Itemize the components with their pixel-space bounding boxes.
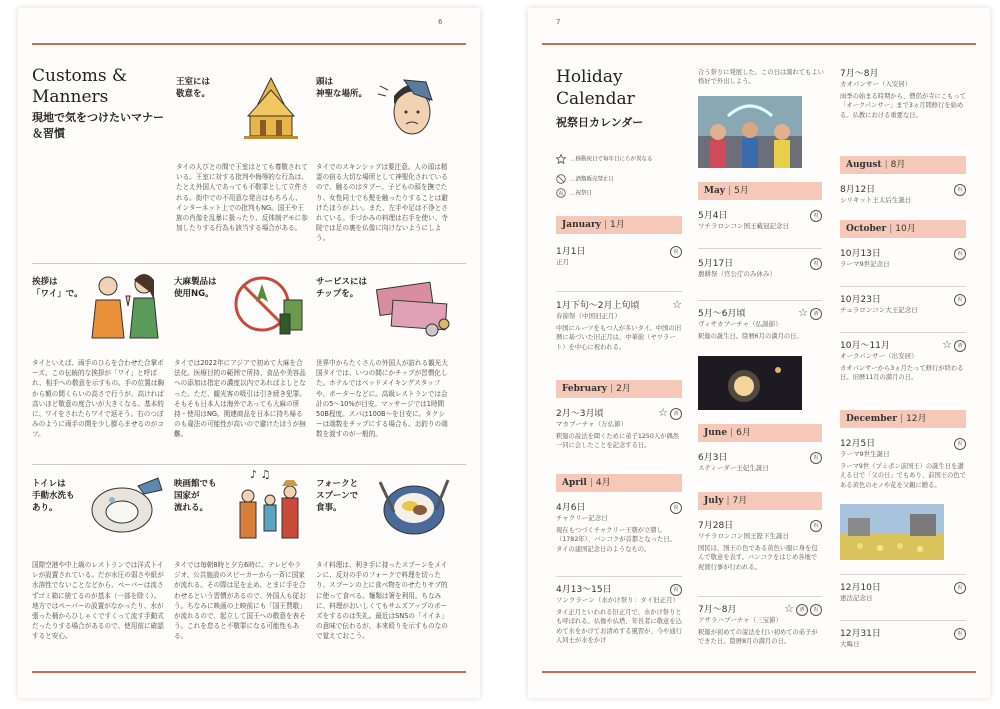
star-icon: ☆ — [658, 406, 668, 419]
star-icon: ☆ — [672, 298, 682, 311]
star-icon: ☆ — [784, 602, 794, 615]
month-bar-january: January | 1月 — [556, 216, 682, 234]
wai-greeting-illustration — [88, 270, 166, 342]
holiday-mark-icon: 祝 — [954, 248, 966, 260]
star-icon — [556, 154, 566, 164]
lantern-photo — [698, 356, 802, 410]
holiday-mark-icon: 祝 — [810, 520, 822, 532]
legend-item: …移動祝日で毎年日にちが異なる — [556, 154, 653, 164]
page-subtitle: 現地で気をつけたいマナー＆習慣 — [32, 111, 164, 140]
bottom-rule — [542, 671, 976, 673]
month-bar-july: July | 7月 — [698, 492, 822, 510]
page-number: 6 — [438, 18, 443, 26]
month-bar-december: December | 12月 — [840, 410, 966, 428]
entry-divider — [698, 596, 822, 597]
legend-item: 祝 …祝祭日 — [556, 188, 592, 198]
standing-people-illustration — [230, 466, 308, 544]
entry-divider — [556, 291, 682, 292]
holiday-entry: 7月28日 ワチラロンコン国王陛下生誕日 国民は、国王の色である黄色い服に身を包んで敬意を表す。バンコクをはじめ各地で祝賀行事が行われる。 祝 — [698, 520, 822, 572]
holiday-mark-icon: 祝 — [954, 294, 966, 306]
card-body: タイでは2022年にアジアで初めて大麻を合法化。医療目的の範囲で所持、食品や美容品への添加は指定の濃度以内であればよしとなった。ただ、観光客の吸引は引き続き犯罪。そもそも日本人は海外であっても大麻の所持・使用はNG。関連商品を日本に持ち帰るのも違法の可能性が高いので避けたほうが無難。 — [174, 359, 306, 439]
bottom-rule — [32, 671, 466, 673]
right-page — [528, 8, 990, 698]
holiday-entry: 7月〜8月 カオパンサー（入安居） 雨季の始まる時期から、僧侶が寺にこもって「オークパンサー」まで3ヵ月間修行を始める。仏教における重要な日。 — [840, 69, 966, 119]
entry-divider — [840, 286, 966, 287]
holiday-mark-icon: 祝 — [810, 452, 822, 464]
top-rule — [542, 43, 976, 45]
card-body: 世界中からたくさんの外国人が訪れる観光大国タイでは、いつの間にかチップが習慣化した。ホテルではベッドメイキングスタッフや、ポーターなどに。高級レストランでは会計の5〜10%が目安。マッサージでは1時間50B程度。スパは100B〜を目安に。タクシーは端数をチップにする場合も。お釣りの端数を渡すのが一般的。 — [316, 359, 448, 439]
card-heading: 大麻製品は 使用NG。 — [174, 277, 217, 299]
page-title: Customs & Manners — [32, 66, 128, 107]
month-bar-august: August | 8月 — [840, 156, 966, 174]
card-body: タイといえば、両手のひらを合わせた合掌ポーズ。この伝統的な挨拶が「ワイ」と呼ばれ、相手への敬意を示すもの。手の位置は胸から額の間くらいの高さで行うが、高ければ高いほど敬意の度合いが大きくなる。基本的に、ワイをされたらワイで返そう。右のつぼみのように両手の間を少し膨らませるのがコツ。 — [32, 359, 165, 439]
entry-divider — [840, 620, 966, 621]
card-body: タイでのスキンシップは要注意。人の頭は精霊の宿る大切な場所として神聖化されているので、触るのはタブー。子どもの頭を撫でたり、女性同士でも髪を触ったりすることは避けたほうがよい。また、左手や足は不浄とされている。手づかみの料理は右手を使い、寺院では足の裏を仏像に向けないようにしよう。 — [316, 163, 448, 243]
holiday-mark-icon: 祝 — [670, 246, 682, 258]
holiday-entry: 5月17日 農耕祭（官公庁のみ休み） 祝 — [698, 258, 822, 279]
holiday-entry: 1月1日 正月 祝 — [556, 246, 682, 267]
card-heading: 挨拶は 「ワイ」で。 — [32, 277, 83, 299]
svg-text:祝: 祝 — [558, 191, 564, 197]
month-bar-october: October | 10月 — [840, 220, 966, 238]
holiday-entry: 12月10日 憲法記念日 祝 — [840, 582, 966, 603]
entry-divider — [556, 576, 682, 577]
star-icon: ☆ — [798, 306, 808, 319]
entry-divider — [840, 332, 966, 333]
holiday-mark-icon: 祝 — [954, 628, 966, 640]
legend-item: …酒類販売禁止日 — [556, 174, 614, 184]
holiday-mark-icon: 祝 — [954, 582, 966, 594]
plate-food-illustration — [374, 472, 452, 542]
month-bar-may: May | 5月 — [698, 182, 822, 200]
holiday-mark-icon: 祝 — [810, 258, 822, 270]
no-alcohol-icon: 酒 — [954, 340, 966, 352]
card-heading: 頭は 神聖な場所。 — [316, 77, 368, 99]
holiday-mark-icon: 祝 — [954, 184, 966, 196]
head-touch-illustration — [374, 72, 448, 142]
holiday-entry: 10月13日 ラーマ9世記念日 祝 — [840, 248, 966, 269]
card-heading: 映画館でも 国家が 流れる。 — [174, 479, 217, 513]
month-bar-february: February | 2月 — [556, 380, 682, 398]
svg-text:♪ ♫: ♪ ♫ — [250, 468, 271, 481]
holiday-mark-icon: 祝 — [670, 584, 682, 596]
holiday-entry: 5月〜6月頃 ヴィサカブーチャ（仏誕節） 釈迦の誕生日。陰暦6月の満月の日。 ☆ 酒 — [698, 308, 822, 341]
holiday-entry: 6月3日 スティーダー王妃生誕日 祝 — [698, 452, 822, 473]
banknotes-illustration — [374, 272, 452, 342]
card-heading: トイレは 手動水洗も あり。 — [32, 479, 75, 513]
top-rule — [32, 43, 466, 45]
holiday-entry: 4月13〜15日 ソンクラーン（水かけ祭り：タイ旧正月） タイ正月といわれる旧正月で、水かけ祭りとも呼ばれる。仏像や仏塔、年長者に敬意を込めて水をかけてお清めする風習が、今や通行人同士が水をかけ 祝 — [556, 585, 682, 645]
no-alcohol-icon: 酒 — [796, 604, 808, 616]
holiday-entry: 1月下旬〜2月上旬頃 春節祭（中国旧正月） 中国にルーツをもつ人が多いタイ。中国の旧暦に基づいた旧正月は、中華街（ヤワラート）を中心に祝われる。 ☆ — [556, 298, 682, 351]
card-body: タイでは毎朝8時と夕方6時に、テレビやラジオ、公共施設のスピーカーから一斉に国家が流れる。その際は足を止め、とまに手を合わせるという習慣があるので、外国人も従おう。ちなみに映画の上映前にも「国王賛歌」が流れるので、起立して国王への敬意を表そう。これを怠ると不敬罪になる可能性もある。 — [174, 561, 306, 641]
card-body: 国際空港や中上級のレストランでは洋式トイレが設置されている。だが水圧の弱さや紙が水溶性でないことなどから、ペーパーは流さずゴミ箱に捨てるのが基本（一部を除く）。地方ではペーパーの設置がなかったり、水が張った桶からひしゃくですくって流す手動式だったりする場合があるので、使用前に確認すると安心。 — [32, 561, 164, 641]
entry-divider — [840, 574, 966, 575]
holiday-entry-continued: 合う祭りに発展した。この日は濡れてもよい格好で外出しよう。 — [698, 69, 824, 86]
left-page — [18, 8, 480, 698]
star-icon: ☆ — [942, 338, 952, 351]
holiday-mark-icon: 祝 — [810, 604, 822, 616]
month-bar-june: June | 6月 — [698, 424, 822, 442]
holiday-mark-icon: 祝 — [810, 210, 822, 222]
holiday-mark-icon: 祝 — [670, 502, 682, 514]
page-title: Holiday Calendar — [556, 67, 635, 109]
entry-divider — [698, 248, 822, 249]
holiday-entry: 12月5日 ラーマ9世生誕日 ラーマ9世（プミポン前国王）の誕生日を讃える日で「父の日」でもあり、前国王の色である黄色のモノや花を父親に贈る。 祝 — [840, 439, 966, 489]
entry-divider — [698, 300, 822, 301]
card-body: タイ料理は、利き手に持ったスプーンをメインに、反対の手のフォークで料理を切ったり、スプーンの上に食べ物をのせたりサブ的に使って食べる。麺類は箸を利用。ちなみに、料理がおいしくてもサムズアップのポーズをするのは失礼。最近はSNSの「イイネ」の意味で伝わるが、本来殴りを示すものなので覚えておこう。 — [316, 561, 448, 641]
temple-illustration — [238, 76, 304, 140]
holiday-entry: 4月6日 チャクリー記念日 現在もつづくチャクリー王朝が立朝し（1782年）、バンコクが首都となった日。タイの建国記念日のようなもの。 祝 — [556, 502, 682, 554]
holiday-entry: 10月23日 チュラロンコン大王記念日 祝 — [840, 294, 966, 315]
row-divider — [32, 464, 466, 465]
card-heading: フォークと スプーンで 食事。 — [316, 479, 359, 513]
no-alcohol-icon: 酒 — [810, 308, 822, 320]
holiday-mark-icon: 祝 — [954, 438, 966, 450]
holiday-entry: 8月12日 シリキット王太后生誕日 祝 — [840, 184, 966, 205]
no-alcohol-icon — [556, 174, 566, 184]
holiday-entry: 2月〜3月頃 マカブーチャ（万仏節） 釈迦の説法を聞くために弟子1250人が偶然一同に会したことを記念する日。 ☆ 酒 — [556, 408, 682, 451]
month-bar-april: April | 4月 — [556, 474, 682, 492]
holiday-entry: 7月〜8月 アサラハブーチャ（三宝節） 釈迦が初めての説法を行い初めての弟子ができた日。陰暦8月の満月の日。 ☆ 酒 祝 — [698, 604, 822, 647]
no-alcohol-icon: 酒 — [670, 408, 682, 420]
card-body: タイの人びとの間で王室はとても尊敬されている。王室に対する批判や侮辱的な行為は、たとえ外国人であっても不敬罪として立件される。街中での不用意な発言はもちろん、インターネット上での批判もNG。国王や王族の肖像を乱暴に扱ったり、反体制デモに参加したりする行為も該当する場合がある。 — [176, 163, 308, 233]
card-heading: 王室には 敬意を。 — [176, 77, 211, 99]
holiday-entry: 5月4日 ワチラロンコン国王載冠記念日 祝 — [698, 210, 822, 231]
no-cannabis-illustration — [232, 270, 308, 342]
squat-toilet-illustration — [88, 470, 166, 542]
row-divider — [32, 263, 466, 264]
page-subtitle: 祝祭日カレンダー — [556, 116, 644, 129]
celebration-photo — [840, 504, 944, 560]
holiday-entry: 12月31日 大晦日 祝 — [840, 628, 966, 649]
page-number: 7 — [556, 18, 561, 26]
holiday-mark-icon — [556, 188, 566, 198]
card-heading: サービスには チップを。 — [316, 277, 368, 299]
songkran-photo — [698, 96, 802, 168]
holiday-entry: 10月〜11月 オークパンサー（出安居） カオパンサーから3ヵ月たって修行が終わる日。旧暦11月の満月の日。 ☆ 酒 — [840, 340, 966, 383]
